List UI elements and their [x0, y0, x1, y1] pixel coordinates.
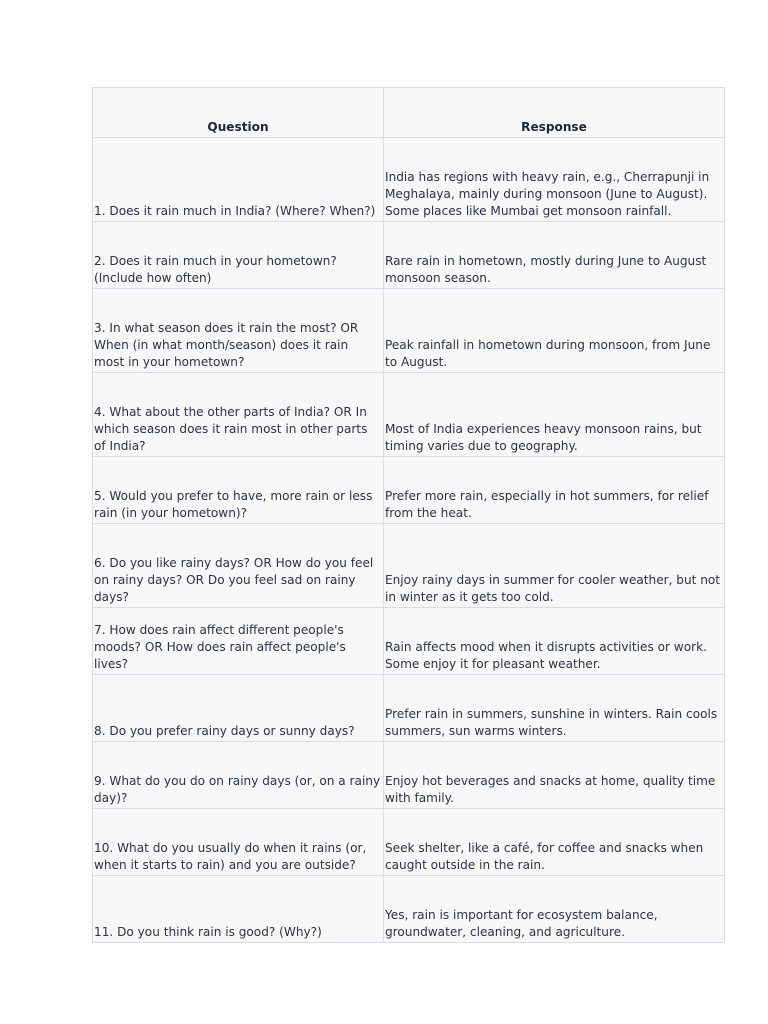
response-cell: Most of India experiences heavy monsoon rains, but timing varies due to geography.	[384, 373, 725, 457]
table-row	[93, 373, 725, 457]
table-row	[93, 675, 725, 742]
response-cell: Enjoy rainy days in summer for cooler weather, but not in winter as it gets too cold.	[384, 524, 725, 608]
question-cell: 1. Does it rain much in India? (Where? When?)	[93, 138, 384, 222]
table-row	[93, 138, 725, 222]
response-cell: Yes, rain is important for ecosystem balance, groundwater, cleaning, and agriculture.	[384, 876, 725, 943]
table-row	[93, 289, 725, 373]
question-cell: 7. How does rain affect different people's moods? OR How does rain affect people's lives?	[93, 608, 384, 675]
question-cell: 11. Do you think rain is good? (Why?)	[93, 876, 384, 943]
response-cell: Seek shelter, like a café, for coffee and snacks when caught outside in the rain.	[384, 809, 725, 876]
response-cell: Enjoy hot beverages and snacks at home, quality time with family.	[384, 742, 725, 809]
response-cell: Peak rainfall in hometown during monsoon, from June to August.	[384, 289, 725, 373]
table-row	[93, 742, 725, 809]
question-cell: 9. What do you do on rainy days (or, on a rainy day)?	[93, 742, 384, 809]
table-row	[93, 457, 725, 524]
question-cell: 3. In what season does it rain the most? OR When (in what month/season) does it rain most in your hometown?	[93, 289, 384, 373]
response-header: Response	[384, 88, 725, 138]
table-row	[93, 809, 725, 876]
question-header: Question	[93, 88, 384, 138]
question-cell: 8. Do you prefer rainy days or sunny days?	[93, 675, 384, 742]
header-row	[93, 88, 725, 138]
qa-table	[92, 87, 725, 943]
question-cell: 5. Would you prefer to have, more rain or less rain (in your hometown)?	[93, 457, 384, 524]
table-row	[93, 222, 725, 289]
question-cell: 10. What do you usually do when it rains (or, when it starts to rain) and you are outside?	[93, 809, 384, 876]
table-row	[93, 524, 725, 608]
response-cell: Prefer more rain, especially in hot summers, for relief from the heat.	[384, 457, 725, 524]
table-row	[93, 608, 725, 675]
question-cell: 4. What about the other parts of India? OR In which season does it rain most in other parts of India?	[93, 373, 384, 457]
response-cell: India has regions with heavy rain, e.g., Cherrapunji in Meghalaya, mainly during monsoon (June to August). Some places like Mumbai get monsoon rainfall.	[384, 138, 725, 222]
response-cell: Prefer rain in summers, sunshine in winters. Rain cools summers, sun warms winters.	[384, 675, 725, 742]
question-cell: 6. Do you like rainy days? OR How do you feel on rainy days? OR Do you feel sad on rainy days?	[93, 524, 384, 608]
question-cell: 2. Does it rain much in your hometown? (Include how often)	[93, 222, 384, 289]
response-cell: Rare rain in hometown, mostly during June to August monsoon season.	[384, 222, 725, 289]
response-cell: Rain affects mood when it disrupts activities or work. Some enjoy it for pleasant weather.	[384, 608, 725, 675]
table-row	[93, 876, 725, 943]
